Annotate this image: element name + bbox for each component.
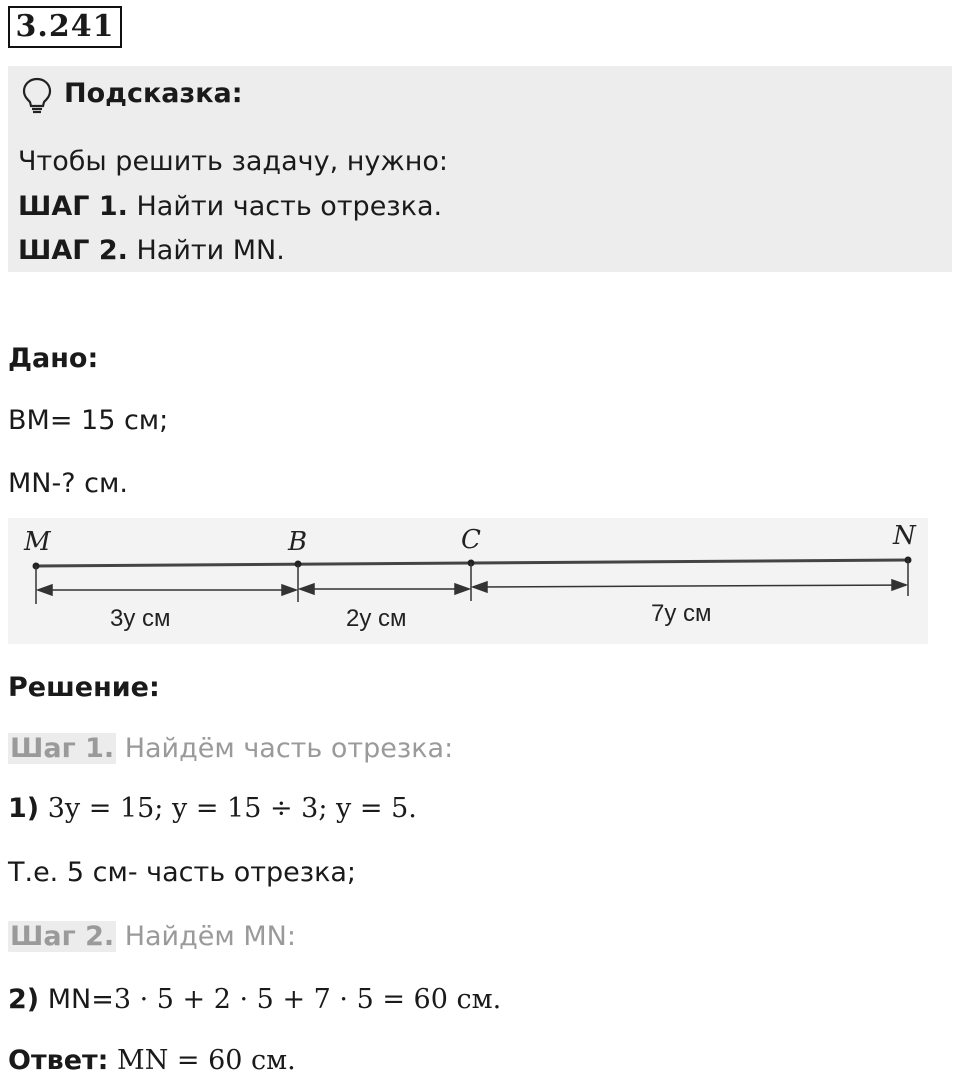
equation-2-prefix: MN= xyxy=(47,984,114,1015)
hint-step-1-label: ШАГ 1. xyxy=(18,191,128,222)
given-line-2: MN-? см. xyxy=(8,468,128,499)
hint-step-2 xyxy=(18,235,285,266)
answer-value: MN = 60 см. xyxy=(117,1045,296,1076)
solution-step-2-text: Найдём MN: xyxy=(116,921,296,952)
answer xyxy=(8,1045,296,1076)
equation-1-note: Т.е. 5 см- часть отрезка; xyxy=(8,857,357,888)
equation-2-label: 2) xyxy=(8,984,40,1015)
hint-title: Подсказка: xyxy=(64,78,243,109)
segment-label-cn: 7y см xyxy=(651,600,712,627)
given-title: Дано: xyxy=(8,343,99,374)
segment-label-mb: 3y см xyxy=(110,605,171,632)
answer-label: Ответ: xyxy=(8,1045,109,1076)
problem-number: 3.241 xyxy=(8,6,122,48)
segment-diagram xyxy=(8,518,928,644)
solution-step-1-text: Найдём часть отрезка: xyxy=(116,733,454,764)
given-line-1: BM= 15 см; xyxy=(8,405,169,436)
label-n: N xyxy=(893,521,916,551)
hint-step-1-text: Найти часть отрезка. xyxy=(127,191,443,222)
solution-step-1 xyxy=(8,733,453,764)
equation-2-math: 3 · 5 + 2 · 5 + 7 · 5 = 60 см. xyxy=(113,984,502,1015)
equation-1-math: 3y = 15; y = 15 ÷ 3; y = 5. xyxy=(47,793,417,824)
solution-step-1-label: Шаг 1. xyxy=(10,733,115,764)
equation-2 xyxy=(8,984,501,1015)
lightbulb-icon xyxy=(20,76,54,114)
equation-1 xyxy=(8,793,417,824)
label-m: M xyxy=(24,527,51,557)
hint-intro: Чтобы решить задачу, нужно: xyxy=(18,146,448,177)
solution-title: Решение: xyxy=(8,672,160,703)
label-b: B xyxy=(288,527,308,557)
hint-step-1 xyxy=(18,191,442,222)
segment-label-bc: 2y см xyxy=(346,605,407,632)
equation-1-label: 1) xyxy=(8,793,40,824)
hint-step-2-text: Найти MN. xyxy=(127,235,285,266)
solution-step-2-label: Шаг 2. xyxy=(10,921,115,952)
hint-step-2-label: ШАГ 2. xyxy=(18,235,128,266)
solution-step-2 xyxy=(8,921,296,952)
label-c: C xyxy=(461,525,481,555)
